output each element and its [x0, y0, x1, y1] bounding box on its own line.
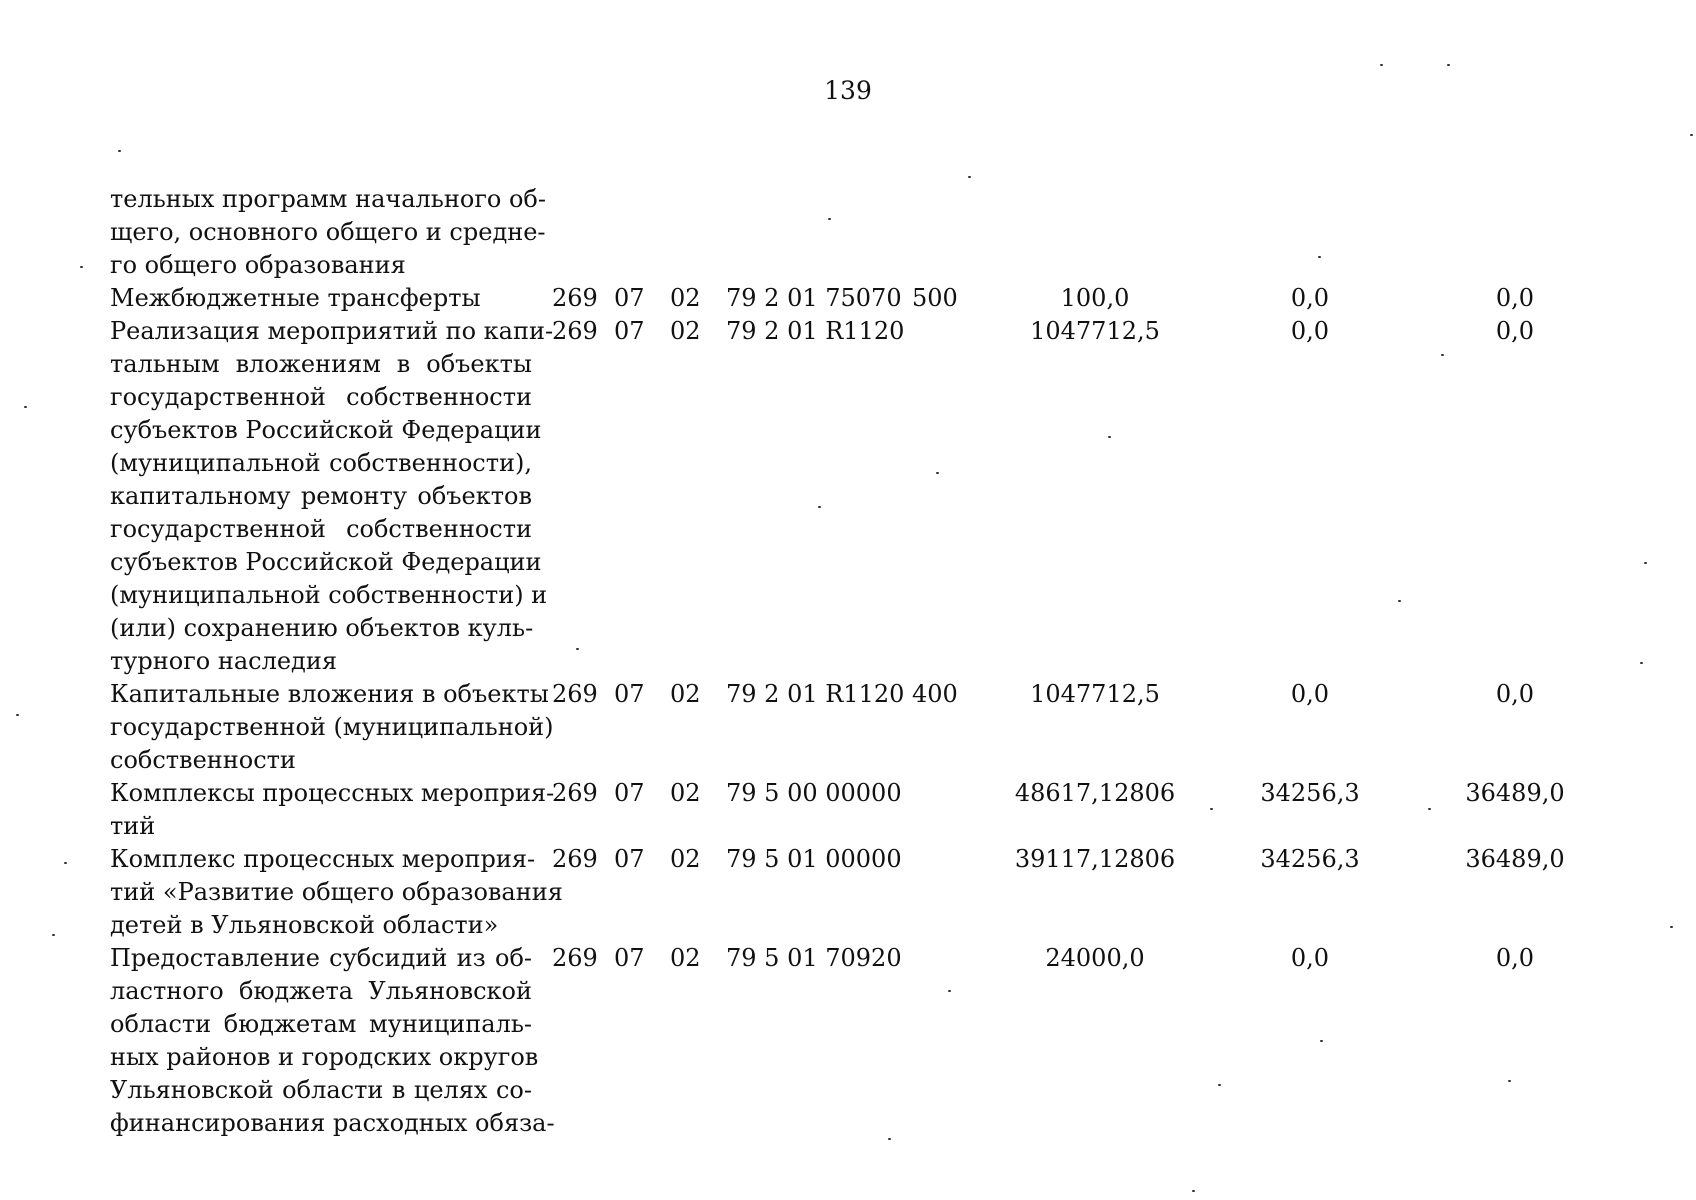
- section-code: 07: [614, 680, 645, 708]
- amount-year-3: 0,0: [1495, 284, 1535, 312]
- description-line: тельных программ начального об-: [110, 185, 546, 213]
- amount-year-1: 100,0: [1060, 284, 1130, 312]
- table-row: [110, 315, 1535, 678]
- description-line: Комплексы процессных мероприя-: [110, 779, 555, 807]
- description-line: щего, основного общего и средне-: [110, 218, 546, 246]
- chief-administrator-code: 269: [552, 680, 598, 708]
- target-article-code: 79 2 01 R1120: [726, 317, 905, 345]
- row-description: [110, 183, 546, 282]
- amount-year-3: 36489,0: [1465, 779, 1565, 807]
- description-line: ных районов и городских округов: [110, 1043, 539, 1071]
- description-line: Межбюджетные трансферты: [110, 284, 481, 312]
- row-description: [110, 315, 554, 678]
- description-line: Комплекс процессных мероприя-: [110, 845, 536, 873]
- amount-year-1: 1047712,5: [1030, 317, 1160, 345]
- row-description: [110, 843, 563, 942]
- table-row: [110, 282, 1535, 315]
- amount-year-2: 0,0: [1290, 317, 1330, 345]
- subsection-code: 02: [670, 779, 701, 807]
- section-code: 07: [614, 944, 645, 972]
- description-line: субъектов Российской Федерации: [110, 416, 542, 444]
- target-article-code: 79 2 01 R1120: [726, 680, 905, 708]
- amount-year-3: 0,0: [1495, 944, 1535, 972]
- amount-year-2: 0,0: [1290, 284, 1330, 312]
- description-line: ластного бюджета Ульяновской: [110, 977, 532, 1005]
- section-code: 07: [614, 845, 645, 873]
- table-row: [110, 183, 546, 282]
- description-line: Капитальные вложения в объекты: [110, 680, 549, 708]
- row-description: [110, 282, 532, 315]
- table-row: [110, 678, 1535, 777]
- row-description: [110, 678, 554, 777]
- section-code: 07: [614, 317, 645, 345]
- description-line: собственности: [110, 746, 296, 774]
- target-article-code: 79 5 01 00000: [726, 845, 902, 873]
- description-line: субъектов Российской Федерации: [110, 548, 542, 576]
- amount-year-3: 36489,0: [1465, 845, 1565, 873]
- description-line: капитальному ремонту объектов: [110, 482, 532, 510]
- description-line: тий «Развитие общего образования: [110, 878, 563, 906]
- chief-administrator-code: 269: [552, 779, 598, 807]
- amount-year-1: 24000,0: [1045, 944, 1145, 972]
- table-row: [110, 942, 1535, 1140]
- amount-year-3: 0,0: [1495, 317, 1535, 345]
- page-number: 139: [824, 76, 872, 105]
- table-row: [110, 777, 1565, 843]
- subsection-code: 02: [670, 944, 701, 972]
- target-article-code: 79 5 01 70920: [726, 944, 902, 972]
- description-line: (муниципальной собственности),: [110, 449, 532, 477]
- description-line: тальным вложениям в объекты: [110, 350, 532, 378]
- chief-administrator-code: 269: [552, 317, 598, 345]
- description-line: Реализация мероприятий по капи-: [110, 317, 554, 345]
- subsection-code: 02: [670, 845, 701, 873]
- budget-table: [110, 183, 1565, 1140]
- target-article-code: 79 2 01 75070: [726, 284, 902, 312]
- description-line: Ульяновской области в целях со-: [110, 1076, 532, 1104]
- row-description: [110, 777, 555, 843]
- subsection-code: 02: [670, 317, 701, 345]
- description-line: (муниципальной собственности) и: [110, 581, 548, 609]
- description-line: государственной собственности: [110, 515, 532, 543]
- subsection-code: 02: [670, 680, 701, 708]
- amount-year-3: 0,0: [1495, 680, 1535, 708]
- description-line: (или) сохранению объектов куль-: [110, 614, 534, 642]
- target-article-code: 79 5 00 00000: [726, 779, 902, 807]
- description-line: тий: [110, 812, 156, 840]
- amount-year-2: 0,0: [1290, 944, 1330, 972]
- amount-year-1: 39117,12806: [1014, 845, 1176, 873]
- expense-type-code: 500: [912, 284, 958, 312]
- description-line: области бюджетам муниципаль-: [110, 1010, 532, 1038]
- chief-administrator-code: 269: [552, 284, 598, 312]
- chief-administrator-code: 269: [552, 944, 598, 972]
- description-line: Предоставление субсидий из об-: [110, 944, 532, 972]
- description-line: государственной (муниципальной): [110, 713, 554, 741]
- amount-year-2: 34256,3: [1260, 845, 1360, 873]
- table-row: [110, 843, 1565, 942]
- amount-year-2: 34256,3: [1260, 779, 1360, 807]
- expense-type-code: 400: [912, 680, 958, 708]
- chief-administrator-code: 269: [552, 845, 598, 873]
- description-line: государственной собственности: [110, 383, 532, 411]
- description-line: финансирования расходных обяза-: [110, 1109, 555, 1137]
- description-line: детей в Ульяновской области»: [110, 911, 499, 939]
- amount-year-1: 48617,12806: [1014, 779, 1176, 807]
- description-line: турного наследия: [110, 647, 337, 675]
- amount-year-2: 0,0: [1290, 680, 1330, 708]
- section-code: 07: [614, 779, 645, 807]
- description-line: го общего образования: [110, 251, 406, 279]
- subsection-code: 02: [670, 284, 701, 312]
- row-description: [110, 942, 555, 1140]
- amount-year-1: 1047712,5: [1030, 680, 1160, 708]
- section-code: 07: [614, 284, 645, 312]
